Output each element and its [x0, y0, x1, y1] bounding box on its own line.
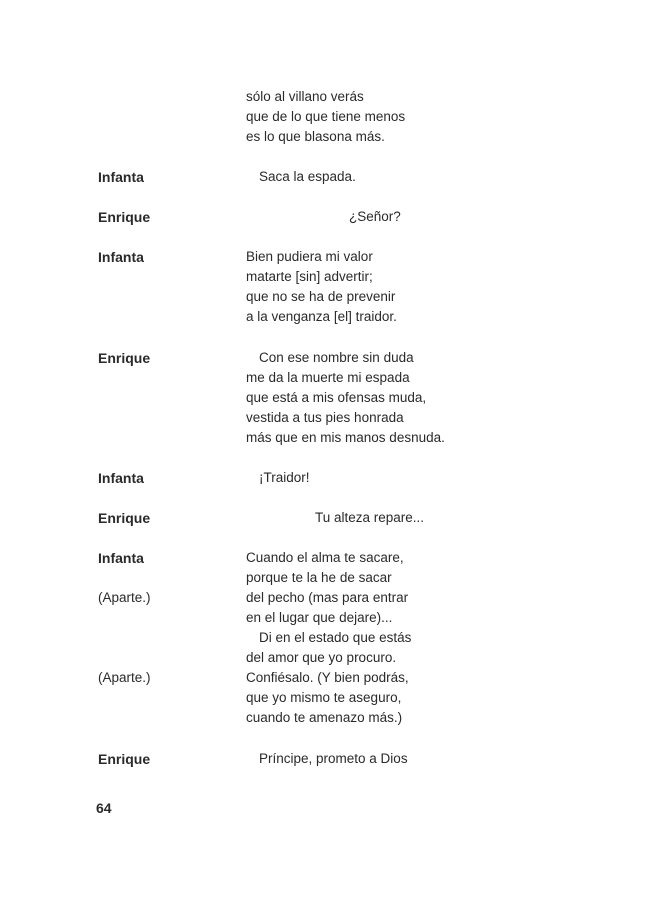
verse-line: vestida a tus pies honrada [246, 410, 404, 425]
verse-line: Con ese nombre sin duda [259, 350, 414, 365]
verse-line: cuando te amenazo más.) [246, 710, 403, 725]
verse-line: del amor que yo procuro. [246, 650, 397, 665]
verse-line: porque te la he de sacar [246, 570, 392, 585]
verse-line: Di en el estado que estás [259, 630, 412, 645]
verse-line: Tu alteza repare... [315, 510, 425, 525]
speaker-name: Infanta [98, 470, 144, 486]
speaker-name: Infanta [98, 249, 144, 265]
speaker-name: Infanta [98, 550, 144, 566]
verse-line: es lo que blasona más. [246, 129, 385, 144]
speaker-name: Infanta [98, 169, 144, 185]
verse-line: a la venganza [el] traidor. [246, 309, 397, 324]
verse-line: en el lugar que dejare)... [246, 610, 393, 625]
verse-line: matarte [sin] advertir; [246, 269, 373, 284]
verse-line: que de lo que tiene menos [246, 109, 406, 124]
verse-line: ¿Señor? [349, 209, 401, 224]
page-number: 64 [96, 800, 112, 816]
stage-direction: (Aparte.) [98, 590, 151, 605]
verse-line: Saca la espada. [259, 169, 356, 184]
verse-line: más que en mis manos desnuda. [246, 430, 445, 445]
speaker-name: Enrique [98, 510, 151, 526]
stage-direction: (Aparte.) [98, 670, 151, 685]
verse-line: Cuando el alma te sacare, [246, 550, 404, 565]
verse-line: ¡Traidor! [259, 470, 310, 485]
verse-line: que no se ha de prevenir [246, 289, 396, 304]
verse-line: Príncipe, prometo a Dios [259, 751, 408, 766]
verse-line: del pecho (mas para entrar [246, 590, 409, 605]
speaker-name: Enrique [98, 751, 151, 767]
verse-line: me da la muerte mi espada [246, 370, 410, 385]
speaker-name: Enrique [98, 350, 151, 366]
verse-line: Confiésalo. (Y bien podrás, [246, 670, 409, 685]
verse-line: Bien pudiera mi valor [246, 249, 373, 264]
verse-line: que yo mismo te aseguro, [246, 690, 402, 705]
verse-line: sólo al villano verás [246, 89, 364, 104]
speaker-name: Enrique [98, 209, 151, 225]
verse-line: que está a mis ofensas muda, [246, 390, 427, 405]
